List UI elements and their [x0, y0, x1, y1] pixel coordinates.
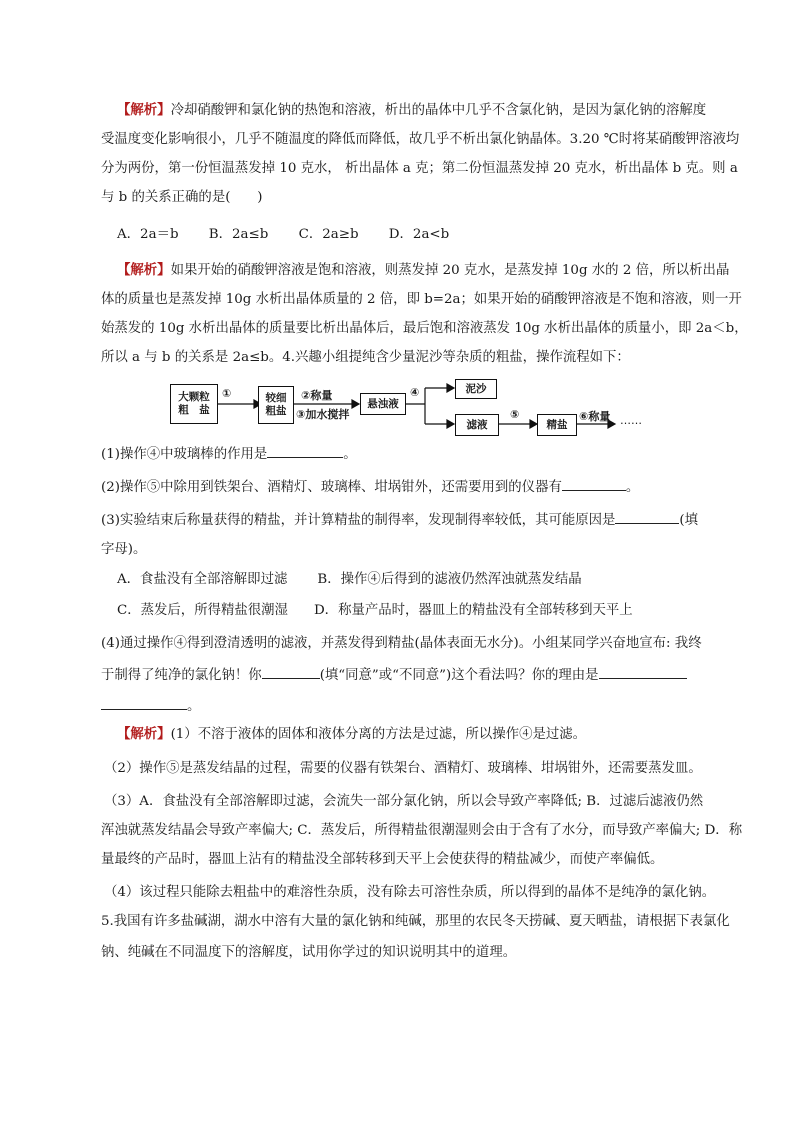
flow-ellipsis: ……: [620, 414, 642, 427]
analysis-line: 受温度变化影响很小，几乎不随温度的降低而降低，故几乎不析出氯化钠晶体。3.20 ℃时将某硝酸钾溶液均: [101, 132, 740, 147]
option-d: D．称量产品时，器皿上的精盐没有全部转移到天平上: [313, 603, 633, 618]
flow-step-5: ⑤: [510, 408, 520, 421]
question-4-1: (1)操作④中玻璃棒的作用是 。: [101, 440, 701, 469]
analysis-line: 【解析】如果开始的硝酸钾溶液是饱和溶液，则蒸发掉 20 克水，是蒸发掉 10g 水的 2 倍，所以析出晶: [117, 262, 730, 278]
question-5-stem: 5.我国有许多盐碱湖，湖水中溶有大量的氯化钠和纯碱，那里的农民冬天捞碱、夏天晒盐，请根据下表氯化: [101, 914, 730, 929]
option-b: B．2a≤b: [208, 227, 269, 242]
answer-blank[interactable]: [267, 443, 343, 458]
flow-box-sand: 泥沙: [455, 379, 497, 399]
answer-blank[interactable]: [101, 695, 187, 710]
analysis-line: 量最终的产品时，器皿上沾有的精盐没全部转移到天平上会使获得的精盐减少，而使产率偏低。: [101, 852, 664, 867]
flow-step-6: ⑥称量: [579, 410, 611, 423]
flow-box-refined-salt: 精盐: [537, 414, 577, 436]
answer-blank[interactable]: [599, 664, 687, 679]
analysis-tag: 【解析】: [117, 726, 171, 742]
option-b: B．操作④后得到的滤液仍然浑浊就蒸发结晶: [317, 572, 582, 587]
option-c: C．2a≥b: [298, 227, 359, 242]
flow-step-3: ③加水搅拌: [296, 408, 350, 421]
option-d: D．2a<b: [388, 227, 450, 242]
flow-box-filtrate: 滤液: [455, 414, 499, 436]
analysis-line: 【解析】(1）不溶于液体的固体和液体分离的方法是过滤，所以操作④是过滤。: [117, 726, 587, 742]
question-4-4-end: 。: [101, 692, 701, 721]
option-a: A．2a＝b: [117, 227, 179, 242]
question-3-options: [117, 220, 717, 249]
analysis-line: 始蒸发的 10g 水析出晶体的质量要比析出晶体后，最后饱和溶液蒸发 10g 水析出晶体的质量小，即 2a＜b，: [101, 321, 748, 336]
flow-step-1: ①: [222, 387, 232, 400]
question-4-3: (3)实验结束后称量获得的精盐，并计算精盐的制得率，发现制得率较低，其可能原因是 (填: [101, 506, 701, 535]
option-c: C．蒸发后，所得精盐很潮湿: [117, 603, 288, 618]
flow-step-4: ④: [410, 386, 420, 399]
analysis-line: 浑浊就蒸发结晶会导致产率偏大; C．蒸发后，所得精盐很潮湿则会由于含有了水分，而导致产率偏大; D．称: [101, 823, 743, 838]
question-4-stem: 所以 a 与 b 的关系是 2a≤b。4.兴趣小组提纯含少量泥沙等杂质的粗盐，操作流程如下：: [101, 350, 630, 365]
question-4-3-cont: 字母)。: [101, 542, 147, 557]
answer-blank[interactable]: [615, 509, 679, 524]
question-4-4: (4)通过操作④得到澄清透明的滤液，并蒸发得到精盐(晶体表面无水分)。小组某同学兴奋地宣布: 我终: [101, 636, 702, 651]
analysis-tag: 【解析】: [117, 262, 171, 278]
answer-blank[interactable]: [262, 664, 320, 679]
flow-box-coarse-salt: 大颗粒 粗 盐: [170, 384, 218, 424]
question-4-3-options-ab: [117, 565, 717, 594]
question-4-4-cont: 于制得了纯净的氯化钠！你 (填“同意”或“不同意”)这个看法吗？你的理由是: [101, 661, 701, 690]
analysis-tag: 【解析】: [117, 102, 171, 118]
analysis-line: （3）A．食盐没有全部溶解即过滤，会流失一部分氯化钠，所以会导致产率降低; B．过滤后滤液仍然: [104, 794, 704, 809]
question-4-2: (2)操作⑤中除用到铁架台、酒精灯、玻璃棒、坩埚钳外，还需要用到的仪器有 。: [101, 473, 701, 502]
analysis-line: （2）操作⑤是蒸发结晶的过程，需要的仪器有铁架台、酒精灯、玻璃棒、坩埚钳外，还需要蒸发皿。: [104, 761, 702, 776]
question-5-stem-end: 钠、纯碱在不同温度下的溶解度，试用你学过的知识说明其中的道理。: [101, 945, 517, 960]
flow-step-2: ②称量: [301, 389, 333, 402]
analysis-line: 体的质量也是蒸发掉 10g 水析出晶体质量的 2 倍，即 b=2a；如果开始的硝酸钾溶液是不饱和溶液，则一开: [101, 292, 742, 307]
question-3-stem-end: 与 b 的关系正确的是( ): [101, 190, 263, 205]
question-3-stem: 分为两份，第一份恒温蒸发掉 10 克水， 析出晶体 a 克；第二份恒温蒸发掉 20 克水，析出晶体 b 克。则 a: [101, 161, 738, 176]
flow-box-suspension: 悬浊液: [360, 393, 406, 415]
option-a: A．食盐没有全部溶解即过滤: [117, 572, 288, 587]
analysis-line: 【解析】冷却硝酸钾和氯化钠的热饱和溶液，析出的晶体中几乎不含氯化钠，是因为氯化钠的溶解度: [117, 102, 707, 118]
flow-box-fine-salt: 较细 粗盐: [258, 386, 294, 424]
answer-blank[interactable]: [562, 476, 626, 491]
process-flow-diagram: [168, 380, 642, 440]
analysis-line: （4）该过程只能除去粗盐中的难溶性杂质，没有除去可溶性杂质，所以得到的晶体不是纯净的氯化钠。: [104, 885, 716, 900]
question-4-3-options-cd: [117, 596, 717, 625]
